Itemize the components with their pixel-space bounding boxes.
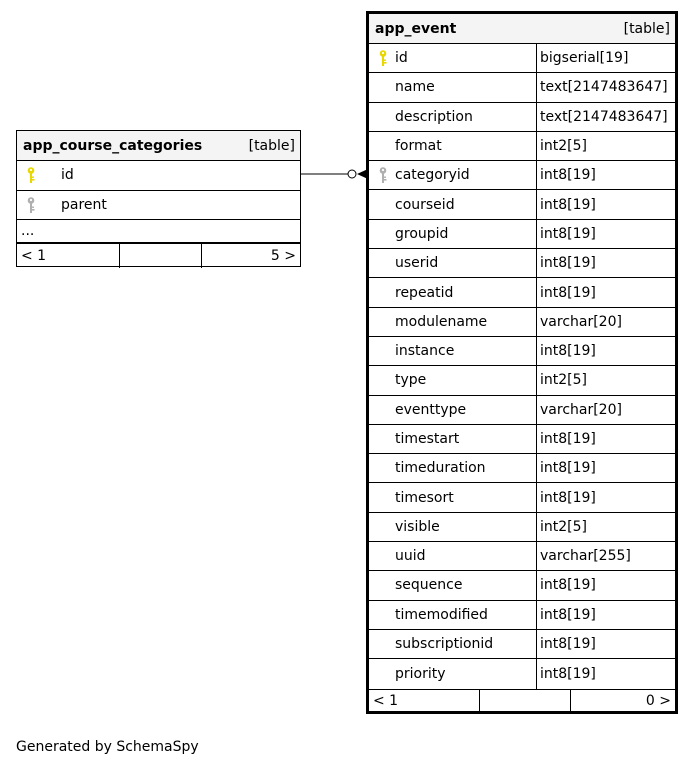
- column-name: timestart: [395, 431, 460, 447]
- column-name-cell: [369, 190, 536, 218]
- foreign-key-icon: [25, 196, 37, 214]
- table-app-event[interactable]: [366, 11, 678, 714]
- column-row-format[interactable]: [369, 132, 675, 161]
- column-row-courseid[interactable]: [369, 190, 675, 219]
- column-type: int2[5]: [536, 132, 675, 160]
- column-name: format: [395, 138, 442, 155]
- column-name-cell: [369, 73, 536, 101]
- column-type: text[2147483647]: [536, 103, 675, 131]
- column-row-userid[interactable]: [369, 249, 675, 278]
- column-name-cell: [369, 44, 536, 72]
- column-name-cell: [369, 337, 536, 365]
- column-name-cell: [369, 483, 536, 511]
- column-row-timeduration[interactable]: [369, 454, 675, 483]
- table-footer: [17, 243, 300, 268]
- column-name-cell: [369, 161, 536, 189]
- footer-parents-count: < 1: [21, 248, 47, 264]
- column-type: int8[19]: [536, 425, 675, 453]
- column-row-id[interactable]: [369, 44, 675, 73]
- column-row-categoryid[interactable]: [369, 161, 675, 190]
- column-type: bigserial[19]: [536, 44, 675, 72]
- footer-children-count: 0 >: [570, 690, 675, 713]
- column-row-parent[interactable]: [17, 191, 300, 221]
- column-name-cell: [369, 571, 536, 599]
- column-type: int8[19]: [536, 630, 675, 658]
- column-name: eventtype: [395, 401, 467, 418]
- column-row-modulename[interactable]: [369, 308, 675, 337]
- primary-key-icon: [377, 49, 389, 67]
- column-row-sequence[interactable]: [369, 571, 675, 600]
- column-name: priority: [395, 665, 446, 682]
- column-type: int2[5]: [536, 366, 675, 394]
- column-row-timestart[interactable]: [369, 425, 675, 454]
- column-row-groupid[interactable]: [369, 220, 675, 249]
- column-name: categoryid: [395, 167, 470, 184]
- column-row-timemodified[interactable]: [369, 601, 675, 630]
- column-type: int8[19]: [536, 190, 675, 218]
- column-row-visible[interactable]: [369, 513, 675, 542]
- column-name-cell: [369, 425, 536, 453]
- column-name-cell: [369, 454, 536, 482]
- foreign-key-icon: [377, 166, 389, 184]
- column-name: repeatid: [395, 284, 454, 301]
- primary-key-icon: [25, 166, 37, 184]
- column-type: int2[5]: [536, 513, 675, 541]
- table-name: app_course_categories: [23, 137, 203, 154]
- column-name: id: [395, 50, 408, 67]
- column-type: int8[19]: [536, 601, 675, 629]
- column-type: int8[19]: [536, 161, 675, 189]
- table-type-label: [table]: [248, 137, 295, 154]
- column-row-instance[interactable]: [369, 337, 675, 366]
- column-name-cell: [369, 513, 536, 541]
- column-type: int8[19]: [536, 249, 675, 277]
- column-name: sequence: [395, 577, 463, 594]
- column-name: groupid: [395, 225, 449, 242]
- column-name: timesort: [395, 489, 454, 506]
- column-name: description: [395, 108, 473, 125]
- footer-middle: [119, 244, 201, 268]
- column-row-uuid[interactable]: [369, 542, 675, 571]
- column-name-cell: [369, 542, 536, 570]
- column-name: name: [395, 79, 435, 96]
- column-name-cell: [369, 132, 536, 160]
- column-type: int8[19]: [536, 278, 675, 306]
- column-name-cell: [369, 601, 536, 629]
- table-header: [17, 131, 300, 161]
- column-name-cell: [369, 308, 536, 336]
- table-header: [369, 14, 675, 44]
- column-name: type: [395, 372, 427, 389]
- generated-by-label: Generated by SchemaSpy: [16, 739, 199, 755]
- column-row-name[interactable]: [369, 73, 675, 102]
- column-name: timeduration: [395, 460, 486, 477]
- column-type: text[2147483647]: [536, 73, 675, 101]
- column-name: uuid: [395, 548, 426, 565]
- column-row-timesort[interactable]: [369, 483, 675, 512]
- column-row-subscriptionid[interactable]: [369, 630, 675, 659]
- column-name: userid: [395, 255, 439, 272]
- column-name-cell: [369, 630, 536, 658]
- column-row-eventtype[interactable]: [369, 396, 675, 425]
- table-name: app_event: [375, 20, 457, 37]
- more-columns-ellipsis: ...: [17, 220, 300, 243]
- column-name: parent: [61, 196, 107, 213]
- column-row-type[interactable]: [369, 366, 675, 395]
- column-name-cell: [17, 161, 300, 190]
- column-row-description[interactable]: [369, 103, 675, 132]
- column-name: courseid: [395, 196, 455, 213]
- column-name: subscriptionid: [395, 636, 494, 653]
- column-row-id[interactable]: [17, 161, 300, 191]
- column-type: varchar[255]: [536, 542, 675, 570]
- column-name: id: [61, 167, 74, 184]
- column-name-cell: [369, 103, 536, 131]
- table-app-course-categories[interactable]: [16, 130, 301, 267]
- table-footer: [369, 689, 675, 713]
- column-type: int8[19]: [536, 454, 675, 482]
- column-name-cell: [369, 220, 536, 248]
- column-type: varchar[20]: [536, 396, 675, 424]
- footer-parents-count: < 1: [373, 693, 399, 710]
- column-type: int8[19]: [536, 659, 675, 688]
- column-name-cell: [17, 191, 300, 220]
- column-name: timemodified: [395, 606, 488, 623]
- column-type: int8[19]: [536, 220, 675, 248]
- footer-children-count: 5 >: [201, 244, 300, 268]
- column-type: int8[19]: [536, 337, 675, 365]
- footer-middle: [479, 690, 570, 713]
- column-name-cell: [369, 249, 536, 277]
- column-type: varchar[20]: [536, 308, 675, 336]
- column-row-priority[interactable]: [369, 659, 675, 688]
- column-name-cell: [369, 366, 536, 394]
- table-type-label: [table]: [623, 20, 670, 37]
- column-name-cell: [369, 278, 536, 306]
- column-name: instance: [395, 343, 455, 360]
- column-type: int8[19]: [536, 483, 675, 511]
- column-name-cell: [369, 659, 536, 688]
- column-name: visible: [395, 518, 440, 535]
- column-row-repeatid[interactable]: [369, 278, 675, 307]
- column-type: int8[19]: [536, 571, 675, 599]
- column-name-cell: [369, 396, 536, 424]
- column-name: modulename: [395, 313, 488, 330]
